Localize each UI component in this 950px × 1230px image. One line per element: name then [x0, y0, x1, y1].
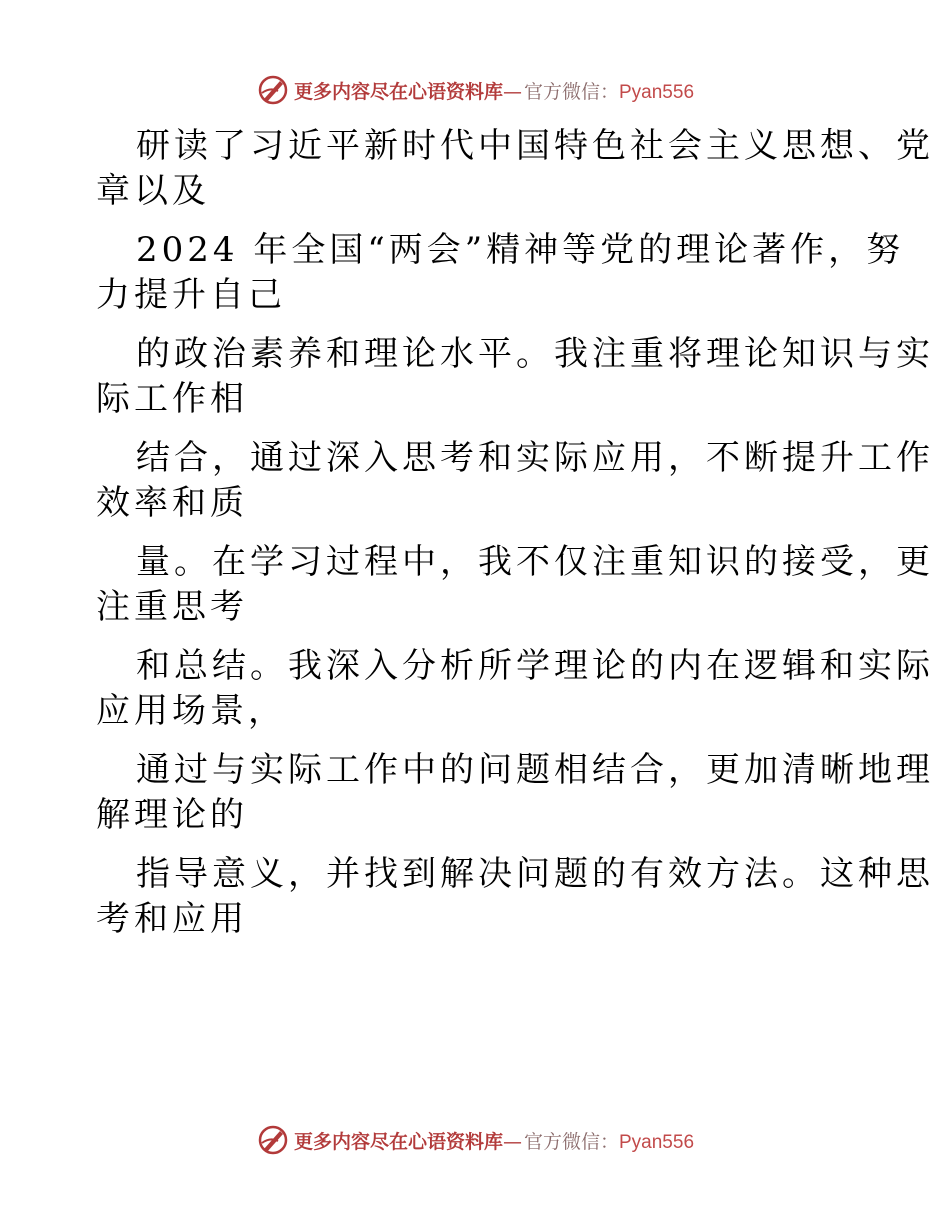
paragraph-line: 解理论的: [96, 795, 248, 835]
banner-separator: —: [502, 1130, 522, 1153]
paragraph-line: 指导意义，并找到解决问题的有效方法。这种思: [136, 854, 934, 894]
banner-label: 官方微信：: [523, 1130, 619, 1153]
header-banner-text: [294, 77, 694, 104]
banner-wechat-id: Pyan556: [619, 1131, 695, 1153]
banner-main-text: 更多内容尽在心语资料库: [293, 1130, 503, 1153]
paragraph-line: 通过与实际工作中的问题相结合，更加清晰地理: [136, 750, 934, 790]
paragraph: [96, 332, 934, 422]
banner-wechat-id: Pyan556: [619, 81, 695, 103]
paragraph: [96, 436, 934, 526]
paragraph: [96, 540, 934, 630]
paragraph-line: 效率和质: [96, 483, 248, 523]
paragraph: [96, 852, 934, 942]
paragraph-line: 考和应用: [96, 899, 248, 939]
banner-main-text: 更多内容尽在心语资料库: [293, 80, 503, 103]
document-body: [96, 124, 934, 956]
paragraph-line: 和总结。我深入分析所学理论的内在逻辑和实际: [136, 646, 934, 686]
footer-banner-text: [294, 1127, 694, 1154]
paragraph-line: 章以及: [96, 171, 210, 211]
paragraph-line: 际工作相: [96, 379, 248, 419]
banner-label: 官方微信：: [523, 80, 619, 103]
banner-separator: —: [502, 80, 522, 103]
header-banner: [0, 70, 950, 110]
paragraph-line: 结合，通过深入思考和实际应用，不断提升工作: [136, 438, 934, 478]
paragraph-line: 量。在学习过程中，我不仅注重知识的接受，更: [136, 542, 934, 582]
paragraph: [96, 124, 934, 214]
paragraph-line: 应用场景，: [96, 691, 286, 731]
paragraph: [96, 748, 934, 838]
quill-pen-logo-icon: [256, 1123, 290, 1157]
paragraph: [96, 228, 905, 318]
paragraph-line: 研读了习近平新时代中国特色社会主义思想、党: [136, 126, 934, 166]
paragraph-line: 注重思考: [96, 587, 248, 627]
paragraph: [96, 644, 934, 734]
footer-banner: [0, 1120, 950, 1160]
paragraph-line: 的政治素养和理论水平。我注重将理论知识与实: [136, 334, 934, 374]
paragraph-line: 2024 年全国“两会”精神等党的理论著作，努: [136, 230, 905, 270]
quill-pen-logo-icon: [256, 73, 290, 107]
paragraph-line: 力提升自己: [96, 275, 286, 315]
